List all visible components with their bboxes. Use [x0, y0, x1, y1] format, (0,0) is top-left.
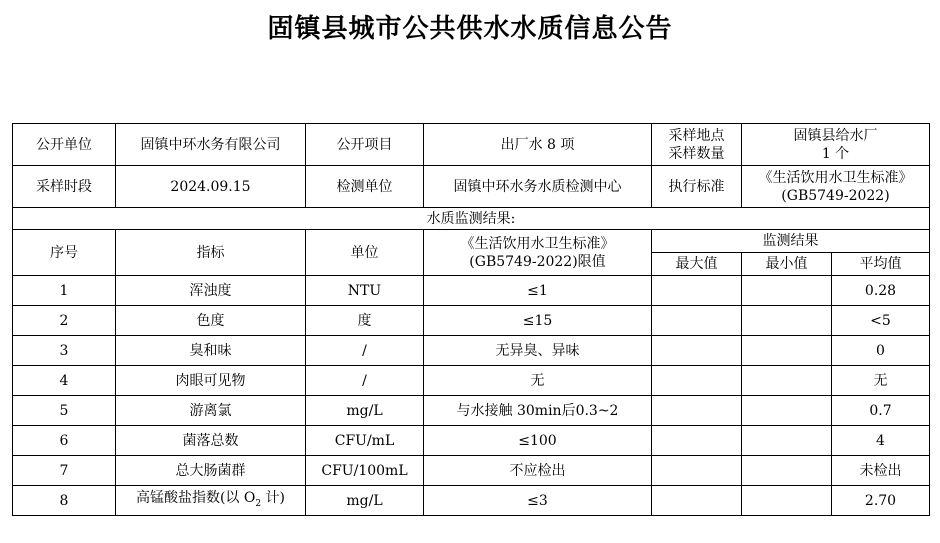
row-no: 6 — [13, 426, 116, 456]
row-max — [652, 276, 742, 306]
row-limit: 无异臭、异味 — [424, 336, 652, 366]
row-indicator-suffix: 计) — [261, 489, 286, 506]
water-quality-table — [12, 123, 930, 516]
sample-site-count-values — [742, 124, 930, 166]
row-limit: ≤3 — [424, 486, 652, 516]
row-min — [742, 306, 832, 336]
row-limit: 无 — [424, 366, 652, 396]
info-row-1 — [13, 124, 930, 166]
row-indicator-subscript: 2 — [255, 498, 262, 509]
row-no: 4 — [13, 366, 116, 396]
row-max — [652, 396, 742, 426]
row-max — [652, 306, 742, 336]
table-row — [13, 306, 930, 336]
row-avg: 无 — [832, 366, 930, 396]
row-avg: 0.7 — [832, 396, 930, 426]
standard-value — [742, 166, 930, 208]
row-indicator-text: 高锰酸盐指数(以 O — [135, 489, 256, 506]
sample-count-label: 采样数量 — [668, 145, 725, 162]
row-max — [652, 336, 742, 366]
row-min — [742, 456, 832, 486]
lab-value: 固镇中环水务水质检测中心 — [424, 166, 652, 208]
item-value: 出厂水 8 项 — [424, 124, 652, 166]
row-indicator: 浑浊度 — [116, 276, 306, 306]
row-unit: CFU/mL — [306, 426, 424, 456]
table-row — [13, 396, 930, 426]
row-min — [742, 336, 832, 366]
table-row — [13, 336, 930, 366]
row-unit: / — [306, 336, 424, 366]
row-min — [742, 486, 832, 516]
row-indicator: 肉眼可见物 — [116, 366, 306, 396]
row-no: 3 — [13, 336, 116, 366]
sample-count-value: 1 个 — [821, 145, 850, 162]
row-no: 2 — [13, 306, 116, 336]
row-min — [742, 426, 832, 456]
row-indicator — [116, 486, 306, 516]
header-row-1 — [13, 230, 930, 253]
standard-line-2: (GB5749-2022) — [781, 187, 890, 204]
sample-site-count-labels — [652, 124, 742, 166]
sample-site-value: 固镇县给水厂 — [793, 127, 878, 144]
section-row — [13, 208, 930, 230]
row-no: 8 — [13, 486, 116, 516]
row-unit: mg/L — [306, 396, 424, 426]
section-title: 水质监测结果: — [13, 208, 930, 230]
item-label: 公开项目 — [306, 124, 424, 166]
table-row — [13, 276, 930, 306]
header-avg: 平均值 — [832, 253, 930, 276]
row-max — [652, 426, 742, 456]
header-limit-line-2: (GB5749-2022)限值 — [469, 253, 606, 270]
row-no: 1 — [13, 276, 116, 306]
row-avg: 4 — [832, 426, 930, 456]
row-min — [742, 276, 832, 306]
row-max — [652, 366, 742, 396]
publisher-label: 公开单位 — [13, 124, 116, 166]
row-avg: 未检出 — [832, 456, 930, 486]
period-label: 采样时段 — [13, 166, 116, 208]
header-max: 最大值 — [652, 253, 742, 276]
table-row — [13, 366, 930, 396]
page-title: 固镇县城市公共供水水质信息公告 — [267, 14, 673, 44]
row-limit: ≤15 — [424, 306, 652, 336]
row-indicator: 游离氯 — [116, 396, 306, 426]
table-row — [13, 456, 930, 486]
row-avg: 0 — [832, 336, 930, 366]
lab-label: 检测单位 — [306, 166, 424, 208]
header-results: 监测结果 — [652, 230, 930, 253]
row-unit: CFU/100mL — [306, 456, 424, 486]
publisher-value: 固镇中环水务有限公司 — [116, 124, 306, 166]
row-unit: mg/L — [306, 486, 424, 516]
header-indicator: 指标 — [116, 230, 306, 276]
table-row — [13, 486, 930, 516]
row-no: 7 — [13, 456, 116, 486]
header-limit — [424, 230, 652, 276]
row-limit: ≤100 — [424, 426, 652, 456]
row-indicator: 臭和味 — [116, 336, 306, 366]
row-unit: NTU — [306, 276, 424, 306]
header-min: 最小值 — [742, 253, 832, 276]
row-unit: 度 — [306, 306, 424, 336]
row-limit: 不应检出 — [424, 456, 652, 486]
row-avg: 2.70 — [832, 486, 930, 516]
standard-label: 执行标准 — [652, 166, 742, 208]
row-unit: / — [306, 366, 424, 396]
info-row-2 — [13, 166, 930, 208]
row-limit: ≤1 — [424, 276, 652, 306]
header-unit: 单位 — [306, 230, 424, 276]
sample-site-label: 采样地点 — [668, 127, 725, 144]
row-min — [742, 366, 832, 396]
table-row — [13, 426, 930, 456]
header-limit-line-1: 《生活饮用水卫生标准》 — [460, 235, 615, 252]
header-no: 序号 — [13, 230, 116, 276]
row-limit: 与水接触 30min后0.3~2 — [424, 396, 652, 426]
row-avg: 0.28 — [832, 276, 930, 306]
row-indicator: 色度 — [116, 306, 306, 336]
row-max — [652, 456, 742, 486]
standard-line-1: 《生活饮用水卫生标准》 — [758, 169, 913, 186]
row-indicator: 菌落总数 — [116, 426, 306, 456]
row-indicator: 总大肠菌群 — [116, 456, 306, 486]
row-min — [742, 396, 832, 426]
row-avg: <5 — [832, 306, 930, 336]
period-value: 2024.09.15 — [116, 166, 306, 208]
row-no: 5 — [13, 396, 116, 426]
row-max — [652, 486, 742, 516]
